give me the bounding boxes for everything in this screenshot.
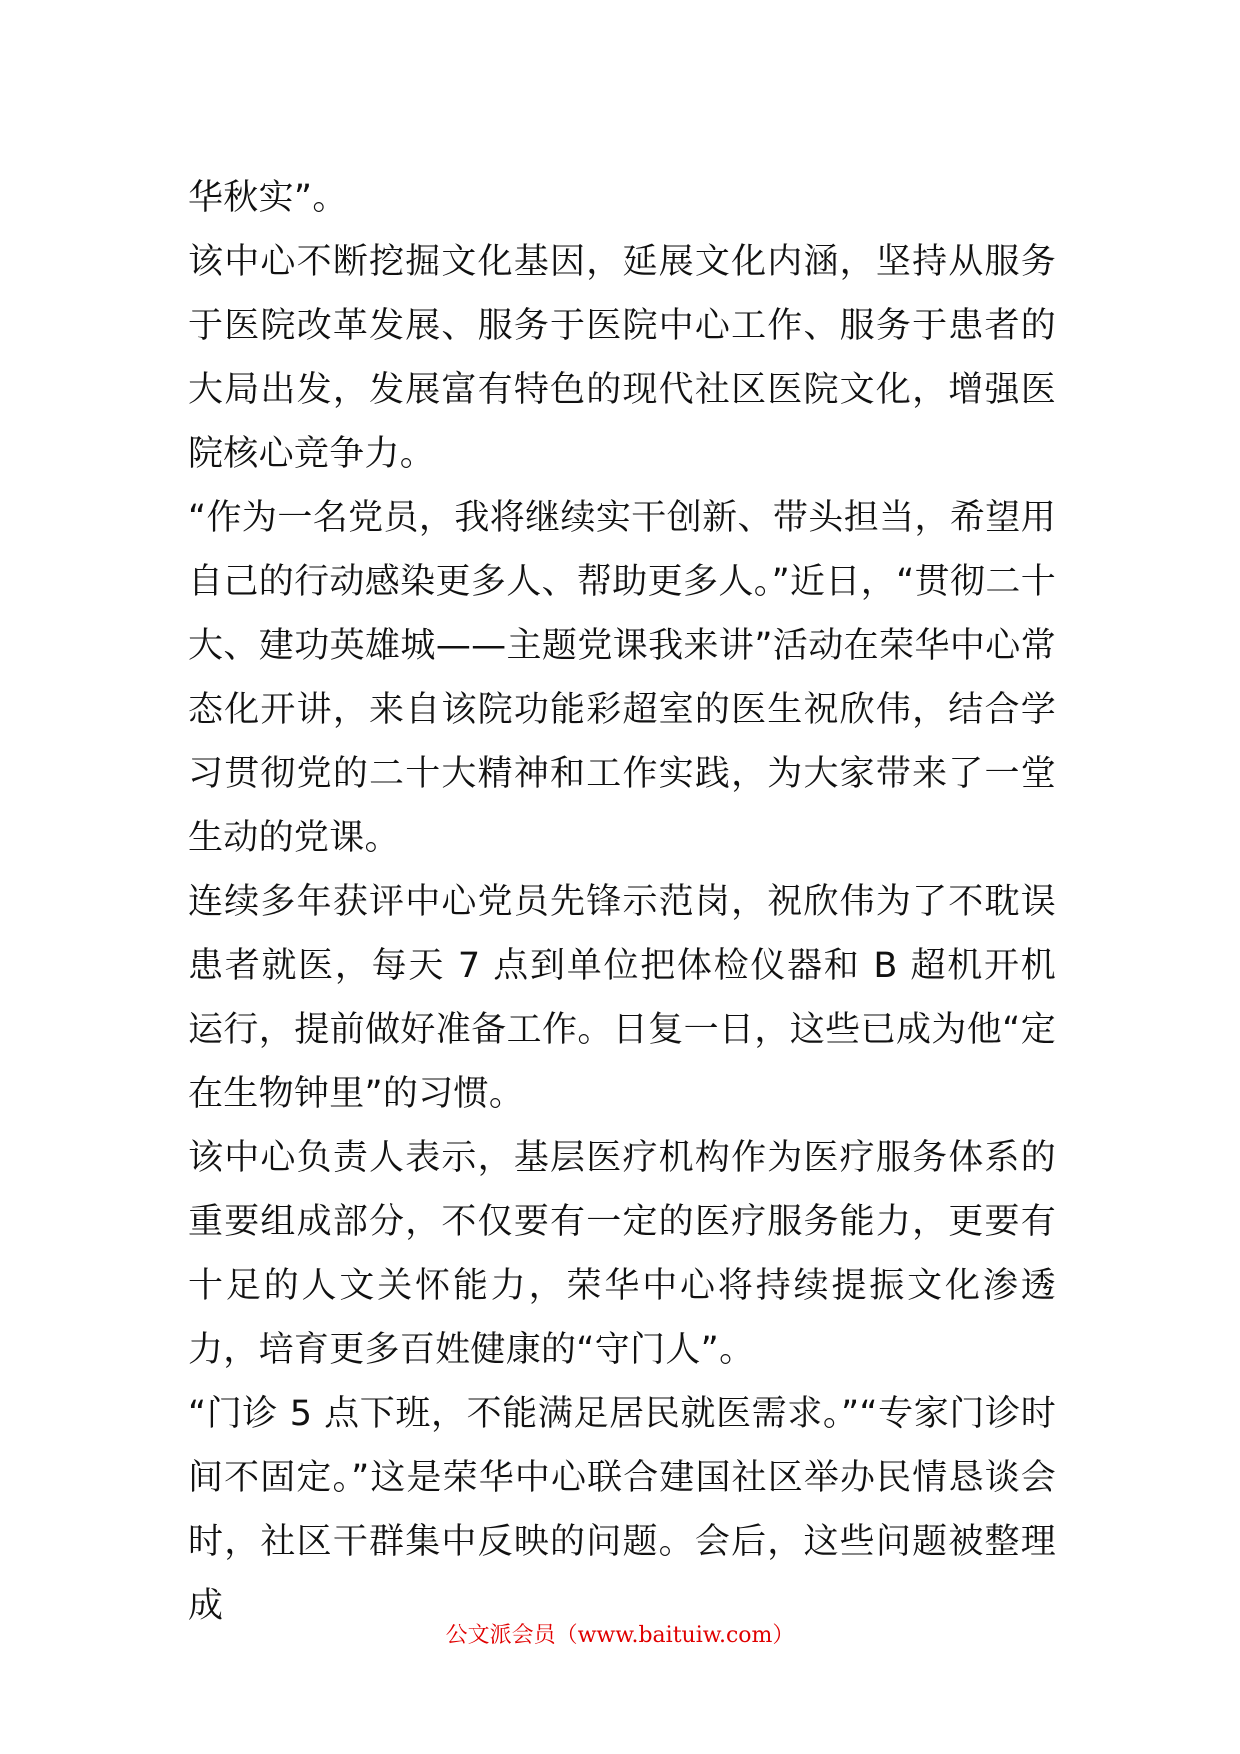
paragraph: 连续多年获评中心党员先锋示范岗，祝欣伟为了不耽误患者就医，每天 7 点到单位把体检仪器和 B 超机开机运行，提前做好准备工作。日复一日，这些已成为他“定在生物钟里”的习惯。 [188, 882, 1056, 1114]
footer-watermark-text: 公文派会员（www.baituiw.com） [445, 1623, 795, 1648]
paragraph: 该中心不断挖掘文化基因，延展文化内涵，坚持从服务于医院改革发展、服务于医院中心工作、服务于患者的大局出发，发展富有特色的现代社区医院文化，增强医院核心竞争力。 [188, 242, 1056, 474]
paragraph: 华秋实”。 [188, 178, 348, 218]
paragraph: “作为一名党员，我将继续实干创新、带头担当，希望用自己的行动感染更多人、帮助更多人。”近日，“贯彻二十大、建功英雄城——主题党课我来讲”活动在荣华中心常态化开讲，来自该院功能彩超室的医生祝欣伟，结合学习贯彻党的二十大精神和工作实践，为大家带来了一堂生动的党课。 [188, 498, 1056, 858]
paragraph: “门诊 5 点下班，不能满足居民就医需求。”“专家门诊时间不固定。”这是荣华中心联合建国社区举办民情恳谈会时，社区干群集中反映的问题。会后，这些问题被整理成 [188, 1394, 1056, 1626]
paragraph: 该中心负责人表示，基层医疗机构作为医疗服务体系的重要组成部分，不仅要有一定的医疗服务能力，更要有十足的人文关怀能力，荣华中心将持续提振文化渗透力，培育更多百姓健康的“守门人”。 [188, 1138, 1056, 1370]
document-body [188, 166, 1056, 1638]
